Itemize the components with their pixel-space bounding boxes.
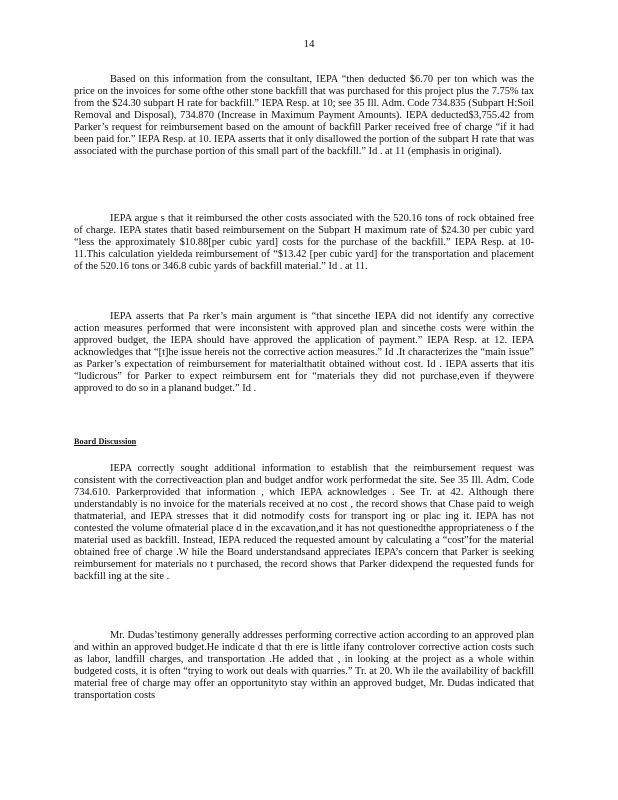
paragraph-text: IEPA argue s that it reimbursed the other costs associated with the 520.16 tons of rock obtained free of charge. IEPA states thatit based reimbursement on the Subpart H maximum rate of $24.30 per cubic yard “less the approximately $10.88[per cubic yard] costs for the purchase of the backfill.” IEPA Resp. at 10-11.This calculation yieldeda reimbursement of “$13.42 [per cubic yard] for the transportation and placement of the 520.16 tons or 346.8 cubic yards of backfill material.” Id . at 11.	[74, 213, 534, 273]
paragraph-4	[74, 463, 534, 583]
paragraph-2	[74, 213, 534, 273]
paragraph-5	[74, 630, 534, 702]
paragraph-3	[74, 311, 534, 395]
paragraph-text: IEPA asserts that Pa rker’s main argument is “that sincethe IEPA did not identify any corrective action measures performed that were inconsistent with approved plan and sincethe costs were within the approved budget, the IEPA should have approved the application of payment.” IEPA Resp. at 12. IEPA acknowledges that “[t]he issue hereis not the corrective action measures.” Id .It characterizes the “main issue” as Parker’s expectation of reimbursement for materialthatit obtained without cost. Id . IEPA asserts that itis “ludicrous” for Parker to expect reimbursem ent for “materials they did not purchase,even if theywere approved to do so in a planand budget.” Id .	[74, 311, 534, 395]
section-heading: Board Discussion	[74, 437, 137, 446]
page-number: 14	[303, 38, 315, 50]
paragraph-text: IEPA correctly sought additional information to establish that the reimbursement request was consistent with the correctiveaction plan and budget andfor work performedat the site. See 35 Ill. Adm. Code 734.610. Parkerprovided that information , which IEPA acknowledges . See Tr. at 42. Although there understandably is no invoice for the materials received at no cost , the record shows that Chase paid to weigh thatmaterial, and IEPA stresses that it did notmodify costs for transport ing or plac ing it. IEPA has not contested the volume ofmaterial place d in the excavation,and it has not questionedthe appropriateness o f the material used as backfill. Instead, IEPA reduced the requested amount by calculating a “cost”for the material obtained free of charge .W hile the Board understandsand appreciates IEPA’s concern that Parker is seeking reimbursement for materials no t purchased, the record shows that Parker didexpend the requested funds for backfill ing at the site .	[74, 463, 534, 583]
paragraph-text: Based on this information from the consultant, IEPA “then deducted $6.70 per ton which was the price on the invoices for some ofthe other stone backfill that was purchased for this project plus the 7.75% tax from the $24.30 subpart H rate for backfill.” IEPA Resp. at 10; see 35 Ill. Adm. Code 734.835 (Subpart H:Soil Removal and Disposal), 734.870 (Increase in Maximum Payment Amounts). IEPA deducted$3,755.42 from Parker’s request for reimbursement based on the amount of backfill Parker received free of charge “if it had been paid for.” IEPA Resp. at 10. IEPA asserts that it only disallowed the portion of the subpart H rate that was associated with the purchase portion of this small part of the backfill.” Id . at 11 (emphasis in original).	[74, 74, 534, 158]
paragraph-text: Mr. Dudas’testimony generally addresses performing corrective action according to an approved plan and within an approved budget.He indicate d that th ere is little ifany controlover corrective action costs such as labor, landfill charges, and transportation .He added that , in looking at the project as a whole within budgeted costs, it is often “trying to work out deals with quarries.” Tr. at 20. Wh ile the availability of backfill material free of charge may offer an opportunityto stay within an approved budget, Mr. Dudas indicated that transportation costs	[74, 630, 534, 702]
paragraph-1	[74, 74, 534, 158]
